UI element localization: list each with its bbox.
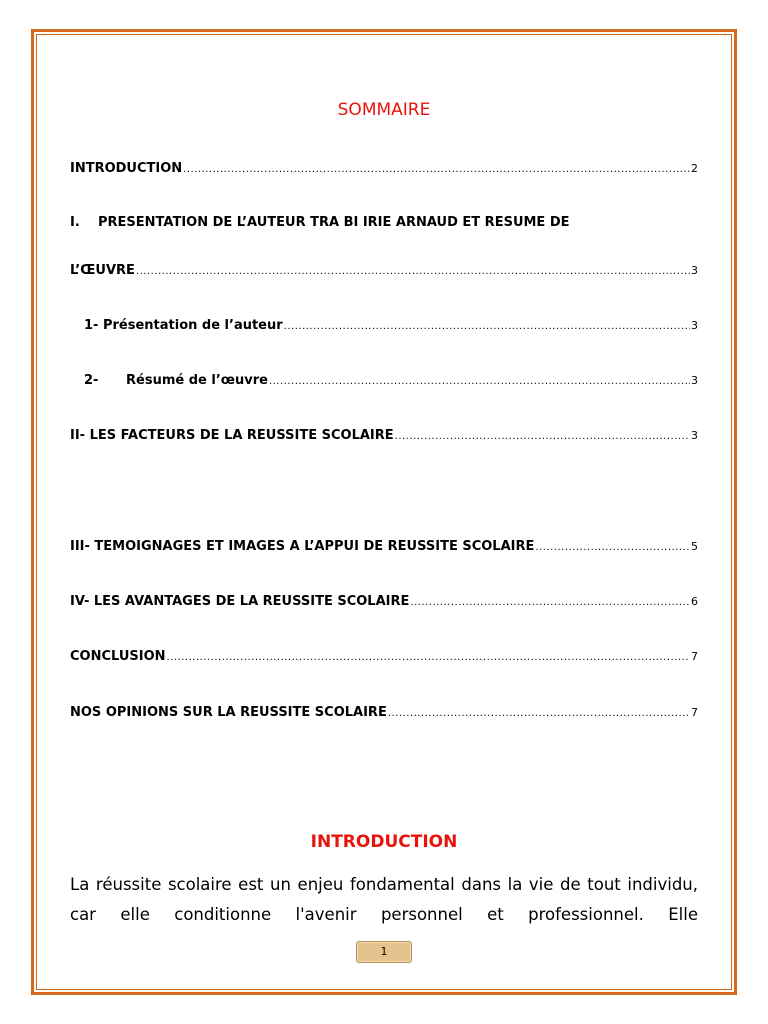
toc-label: L’ŒUVRE: [70, 263, 135, 278]
toc-page-number: 3: [691, 374, 698, 387]
toc-section-number: 2-: [84, 373, 99, 388]
toc-leader-dots: [136, 266, 690, 277]
toc-entry-section2[interactable]: [70, 428, 698, 443]
toc-entry-sub2[interactable]: [84, 373, 698, 388]
toc-leader-dots: [183, 164, 690, 175]
toc-leader-dots: [535, 542, 690, 553]
toc-label: CONCLUSION: [70, 649, 166, 664]
toc-entry-section3[interactable]: [70, 539, 698, 554]
toc-page-number: 3: [691, 264, 698, 277]
toc-entry-section1[interactable]: [70, 263, 698, 278]
toc-entry-conclusion[interactable]: [70, 649, 698, 664]
toc-leader-dots: [167, 652, 690, 663]
page-number-badge: 1: [356, 941, 412, 963]
toc-leader-dots: [410, 597, 690, 608]
toc-label: III- TEMOIGNAGES ET IMAGES A L’APPUI DE REUSSITE SCOLAIRE: [70, 539, 535, 554]
toc-label: PRESENTATION DE L’AUTEUR TRA BI IRIE ARNAUD ET RESUME DE: [98, 215, 570, 230]
toc-leader-dots: [395, 431, 690, 442]
toc-leader-dots: [388, 708, 690, 719]
toc-section-number: I.: [70, 215, 80, 230]
toc-entry-introduction[interactable]: [70, 161, 698, 176]
toc-entry-opinions[interactable]: [70, 705, 698, 720]
toc-label: Résumé de l’œuvre: [126, 373, 268, 388]
toc-page-number: 3: [691, 319, 698, 332]
toc-page-number: 6: [691, 595, 698, 608]
toc-page-number: 5: [691, 540, 698, 553]
toc-leader-dots: [284, 321, 690, 332]
toc-page-number: 7: [691, 650, 698, 663]
toc-label: INTRODUCTION: [70, 161, 183, 176]
toc-page-number: 2: [691, 162, 698, 175]
toc-label: NOS OPINIONS SUR LA REUSSITE SCOLAIRE: [70, 705, 387, 720]
introduction-paragraph: La réussite scolaire est un enjeu fondamental dans la vie de tout individu, car elle conditionne l'avenir personnel et professionnel. Elle: [70, 875, 698, 924]
toc-page-number: 7: [691, 706, 698, 719]
toc-label: 1- Présentation de l’auteur: [84, 318, 283, 333]
toc-entry-sub1[interactable]: [84, 318, 698, 333]
toc-label: IV- LES AVANTAGES DE LA REUSSITE SCOLAIRE: [70, 594, 410, 609]
toc-entry-section1-heading[interactable]: [70, 215, 570, 230]
toc-entry-section4[interactable]: [70, 594, 698, 609]
toc-label: II- LES FACTEURS DE LA REUSSITE SCOLAIRE: [70, 428, 394, 443]
toc-title: SOMMAIRE: [337, 100, 431, 120]
introduction-heading: INTRODUCTION: [310, 832, 458, 852]
toc-page-number: 3: [691, 429, 698, 442]
toc-leader-dots: [269, 376, 690, 387]
